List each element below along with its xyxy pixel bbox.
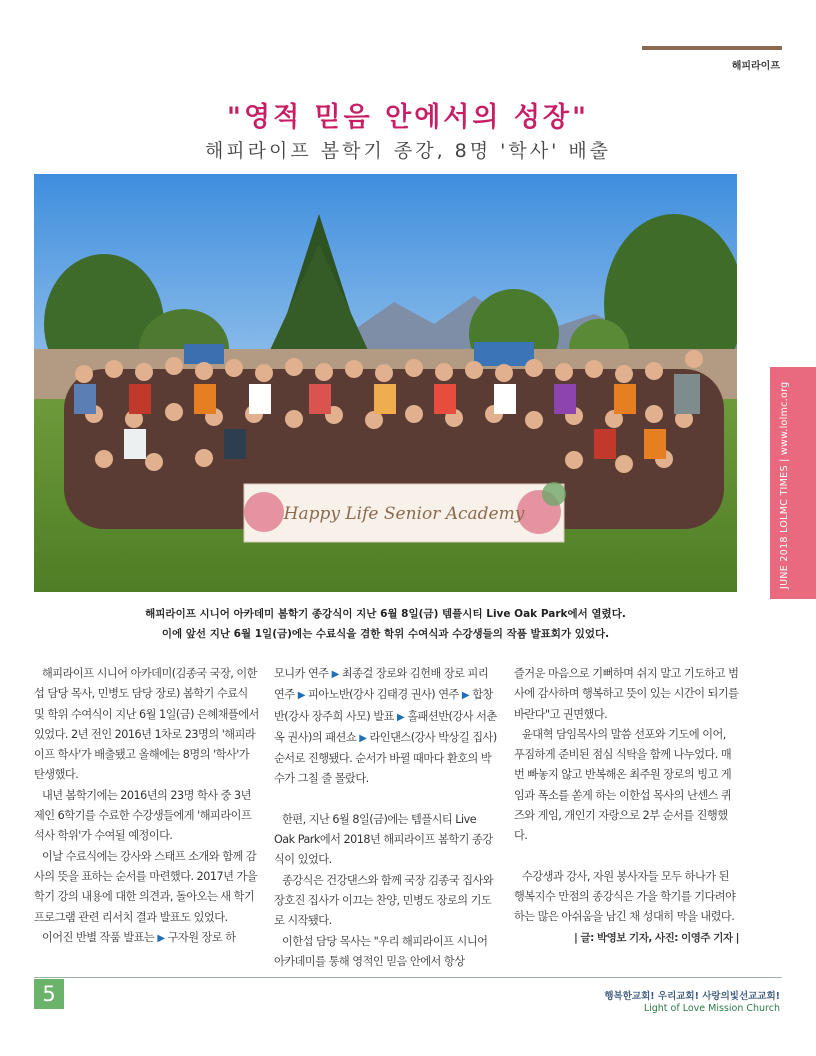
paragraph: 이한섭 담당 목사는 "우리 해피라이프 시니어 아카데미를 통해 영적인 믿음 안에서 항상 — [274, 934, 488, 968]
footer-rule — [34, 977, 782, 978]
article-column-3 — [514, 664, 739, 948]
bullet-triangle-icon: ▶ — [461, 690, 470, 702]
paragraph-text: 구자원 장로 하 — [167, 930, 236, 944]
paragraph — [34, 928, 259, 949]
paragraph: 종강식은 건강댄스와 함께 국장 김종국 집사와 장호진 집사가 이끄는 찬양, 민병도 장로의 기도로 시작됐다. — [274, 873, 494, 928]
paragraph-text: 최종걸 장로와 김헌배 장로 피리 연주 — [274, 667, 489, 702]
section-label: 해피라이프 — [731, 61, 780, 72]
footer-church-name: Light of Love Mission Church — [643, 1003, 780, 1014]
header-rule — [642, 46, 782, 50]
photo-caption — [34, 604, 737, 644]
article-column-1 — [34, 664, 259, 949]
paragraph: 수강생과 강사, 자원 봉사자들 모두 하나가 된 행복지수 만점의 종강식은 가을 학기를 기다려야 하는 많은 아쉬움을 남긴 채 성대히 막을 내렸다. — [514, 869, 736, 924]
paragraph-text: 홀패션반(강사 서춘옥 권사)의 패션쇼 — [274, 709, 497, 744]
paragraph: 해피라이프 시니어 아카데미(김종국 국장, 이한섭 담당 목사, 민병도 담당 장로) 봄학기 수료식 및 학위 수여식이 지난 6월 1일(금) 은혜채플에서 있었다. 2년 전인 2016년 1차로 23명의 '해피라이프 학사'가 배출됐고 올해에는 8명의 '학사'가 탄생했다. — [34, 667, 259, 782]
banner-text: Happy Life Senior Academy — [283, 504, 525, 524]
paragraph: 내년 봄학기에는 2016년의 23명 학사 중 3년제인 6학기를 수료한 수강생들에게 '해피라이프 석사 학위'가 수여될 예정이다. — [34, 788, 252, 843]
paragraph: 이날 수료식에는 강사와 스태프 소개와 함께 감사의 뜻을 표하는 순서를 마련했다. 2017년 가을 학기 강의 내용에 대한 의견과, 돌아오는 새 학기 프로그램 관련 리서치 결과 발표도 있었다. — [34, 849, 258, 924]
bullet-triangle-icon: ▶ — [331, 669, 339, 680]
subheadline: 해피라이프 봄학기 종강, 8명 '학사' 배출 — [204, 140, 612, 162]
article-column-2 — [274, 664, 499, 972]
bullet-triangle-icon: ▶ — [297, 690, 305, 702]
bullet-triangle-icon: ▶ — [359, 732, 367, 744]
paragraph-text: 이어진 반별 작품 발표는 — [42, 930, 155, 944]
bullet-triangle-icon: ▶ — [397, 711, 405, 723]
paragraph-text: 모니카 연주 — [274, 667, 329, 680]
paragraph: 윤대혁 담임목사의 말씀 선포와 기도에 이어, 푸짐하게 준비된 점심 식탁을 함께 나누었다. 매번 빠놓지 않고 반복해온 최주원 장로의 빙고 게임과 폭소를 쏟게 하는 이한섭 목사의 난센스 퀴즈와 게임, 개인기 자랑으로 2부 순서를 진행했다. — [514, 727, 732, 843]
paragraph: 한편, 지난 6월 8일(금)에는 템플시티 Live Oak Park에서 2018년 해피라이프 봄학기 종강식이 있었다. — [274, 812, 493, 867]
group-photo — [34, 174, 737, 592]
side-tab-text: JUNE 2018 LOLMC TIMES | www.lolmc.org — [779, 381, 790, 589]
page-number: 5 — [34, 979, 64, 1009]
footer-slogan: 행복한교회! 우리교회! 사랑의빛선교교회! — [604, 991, 780, 1002]
paragraph-text: 합창반(강사 장주희 사모) 발표 — [274, 688, 493, 723]
paragraph-text: 라인댄스(강사 박상길 집사) 순서로 진행됐다. 순서가 바뀔 때마다 환호의 박수가 그칠 줄 몰랐다. — [274, 730, 497, 786]
paragraph: 즐거운 마음으로 기뻐하며 쉬지 말고 기도하고 범사에 감사하며 행복하고 뜻이 있는 시간이 되기를 바란다"고 권면했다. — [514, 667, 739, 721]
side-tab — [770, 367, 816, 599]
caption-line-1: 해피라이프 시니어 아카데미 봄학기 종강식이 지난 6월 8일(금) 템플시티 Live Oak Park에서 열렸다. — [145, 608, 626, 620]
paragraph-text: 피아노반(강사 김태경 권사) 연주 — [307, 688, 459, 702]
headline: "영적 믿음 안에서의 성장" — [226, 102, 590, 133]
bullet-triangle-icon: ▶ — [157, 932, 165, 944]
paragraph — [274, 664, 499, 790]
byline: | 글: 박영보 기자, 사진: 이영주 기자 | — [573, 931, 739, 944]
caption-line-2: 이에 앞선 지난 6월 1일(금)에는 수료식을 겸한 학위 수여식과 수강생들의 작품 발표회가 있었다. — [161, 628, 610, 640]
